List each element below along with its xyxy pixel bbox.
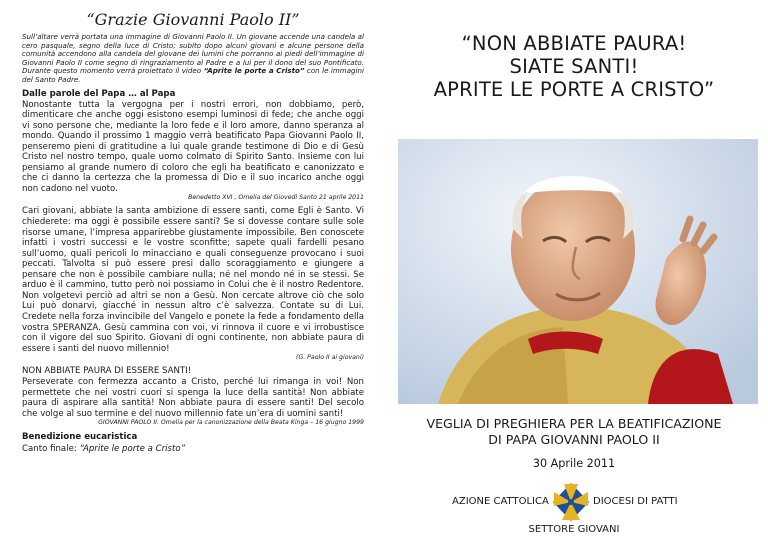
benedetto-citation: Benedetto XVI , Omelia del Giovedì Santo 21 aprile 2011 <box>188 194 364 202</box>
pope-portrait-illustration <box>398 139 758 404</box>
benedetto-quote: Nonostante tutta la vergogna per i nostri errori, non dobbiamo, però, dimenticare che anche oggi esistono esempi luminosi di fede; che anche oggi vi sono persone che, mediante la loro fede e il loro amore, danno speranza al mondo. Quando il prossimo 1 maggio verrà beatificato Papa Giovanni Paolo II, penseremo pieni di gratitudine a lui quale grande testimone di Dio e di Gesù Cristo nel nostro tempo, quale uomo colmato di Spirito Santo. Insieme con lui pensiamo al grande numero di coloro che egli ha beatificato e canonizzato e che ci danno la certezza che la promessa di Dio e il suo incarico anche oggi non cadono nel vuoto. <box>22 99 364 194</box>
video-title: “Aprite le porte a Cristo” <box>203 66 305 76</box>
pope-photo <box>398 139 758 404</box>
motto <box>388 32 760 101</box>
settore-giovani-label: SETTORE GIOVANI <box>528 524 620 535</box>
azione-cattolica-label: AZIONE CATTOLICA <box>452 496 549 507</box>
right-column <box>388 8 760 535</box>
giovani-citation: (G. Paolo II ai giovani) <box>296 354 364 362</box>
azione-cattolica-emblem-icon <box>552 482 590 522</box>
vigil-title <box>388 416 760 448</box>
paura-heading: NON ABBIATE PAURA DI ESSERE SANTI! <box>22 366 192 377</box>
paura-quote: Perseverate con fermezza accanto a Cristo, perché lui rimanga in voi! Non permettete che nei vostri cuori si spenga la luce della santità! Non abbiate paura di aspirare alla santità! Non abbiate paura di essere santi! Del secolo che volge al suo termine e del nuovo millennio fate un’era di uomini santi! <box>22 377 364 419</box>
organizers <box>388 482 760 526</box>
diocesi-patti-label: DIOCESI DI PATTI <box>593 496 678 507</box>
motto-line-3: APRITE LE PORTE A CRISTO” <box>433 78 715 101</box>
prayer-title: “Grazie Giovanni Paolo II” <box>86 10 300 29</box>
giovani-quote: Cari giovani, abbiate la santa ambizione di essere santi, come Egli è Santo. Vi chiederete: ma oggi è possibile essere santi? Se si dovesse contare sulle sole risorse umane, l’impresa apparirebbe giustamente impossibile. Ben conoscete infatti i vostri successi e le vostre sconfitte; sapete quali fardelli pesano sull’uomo, quali pericoli lo minacciano e quali conseguenze provocano i suoi peccati. Talvolta si può essere presi dallo scoraggiamento e giungere a pensare che non è possibile cambiare nulla; né nel mondo né in se stessi. Se arduo è il cammino, tutto però noi possiamo in Colui che è il nostro Redentore. Non volgetevi perciò ad altri se non a Gesù. Non cercate altrove ciò che solo Lui può donarvi, giacché in nessun altro c’è salvezza. Contate su di Lui. Credete nella forza invincibile del Vangelo e ponete la fede a fondamento della vostra SPERANZA. Gesù cammina con voi, vi rinnova il cuore e vi irrobustisce con il vigore del suo Spirito. Giovani di ogni continente, non abbiate paura di essere i santi del nuovo millennio! <box>22 206 364 354</box>
vigil-line-1: VEGLIA DI PREGHIERA PER LA BEATIFICAZIONE <box>426 416 722 431</box>
left-column <box>22 8 364 454</box>
intro-paragraph: Sull’altare verrà portata una immagine di Giovanni Paolo II. Un giovane accende una candela al cero pasquale, segno della luce di Cristo; subito dopo alcuni giovani e alcune persone della comunità accendono alla candela del giovane dei lumini che porranno ai piedi dell’immagine di Giovanni Paolo II come segno di ringraziamento al Padre e a lui per il dono del suo Pontificato. Durante questo momento verrà proiettato il video “Aprite le porte a Cristo” con le immagini del Santo Padre. <box>22 32 364 84</box>
motto-line-2: SIATE SANTI! <box>509 55 639 78</box>
words-heading: Dalle parole del Papa … al Papa <box>22 88 176 99</box>
benedizione-heading: Benedizione eucaristica <box>22 432 138 443</box>
motto-line-1: “NON ABBIATE PAURA! <box>461 32 687 55</box>
canto-finale: Canto finale: “Aprite le porte a Cristo” <box>22 444 186 455</box>
vigil-date: 30 Aprile 2011 <box>532 457 616 470</box>
vigil-line-2: DI PAPA GIOVANNI PAOLO II <box>488 432 660 447</box>
paura-citation: GIOVANNI PAOLO II. Omelia per la canonizzazione della Beata Kinga – 16 giugno 1999 <box>98 419 364 427</box>
